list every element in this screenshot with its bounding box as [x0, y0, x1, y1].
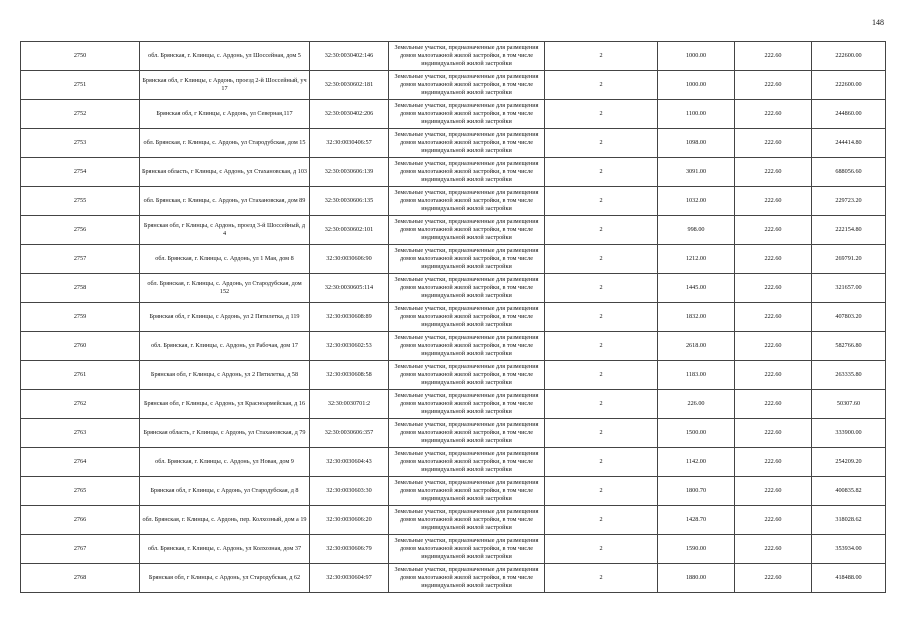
cell-cadastral-value: 407803.20 [812, 303, 886, 332]
cell-row-number: 2752 [21, 100, 140, 129]
cell-row-number: 2768 [21, 564, 140, 593]
cell-row-number: 2756 [21, 216, 140, 245]
cell-rate: 222.60 [735, 71, 812, 100]
cell-rate: 222.60 [735, 303, 812, 332]
cell-area: 1212.00 [658, 245, 735, 274]
cell-area: 226.00 [658, 390, 735, 419]
cell-area: 1032.00 [658, 187, 735, 216]
cell-address: Брянская область, г Клинцы, с Ардонь, ул Стахановская, д 103 [140, 158, 310, 187]
cell-row-number: 2757 [21, 245, 140, 274]
cell-cadastral-number: 32:30:0030606:135 [310, 187, 389, 216]
cell-permitted-use: Земельные участки, предназначенные для размещения домов малоэтажной жилой застройки, в том числе индивидуальной жилой застройки [389, 274, 545, 303]
table-row [21, 448, 886, 477]
cell-row-number: 2760 [21, 332, 140, 361]
cell-permitted-use: Земельные участки, предназначенные для размещения домов малоэтажной жилой застройки, в том числе индивидуальной жилой застройки [389, 477, 545, 506]
cell-rate: 222.60 [735, 158, 812, 187]
cell-category: 2 [545, 100, 658, 129]
cell-cadastral-value: 222154.80 [812, 216, 886, 245]
table-row [21, 419, 886, 448]
cell-address: обл. Брянская, г. Клинцы, с. Ардонь, пер. Колхозный, дом а 19 [140, 506, 310, 535]
table-row [21, 245, 886, 274]
cell-address: Брянская обл, г Клинцы, с Ардонь, ул 2 Пятилетка, д 119 [140, 303, 310, 332]
cell-rate: 222.60 [735, 187, 812, 216]
cell-row-number: 2758 [21, 274, 140, 303]
cell-area: 1428.70 [658, 506, 735, 535]
cell-cadastral-number: 32:30:0030602:181 [310, 71, 389, 100]
cell-row-number: 2766 [21, 506, 140, 535]
cell-cadastral-value: 582766.80 [812, 332, 886, 361]
cell-address: Брянская обл, г Клинцы, с Ардонь, проезд 3-й Шоссейный, д 4 [140, 216, 310, 245]
table-row [21, 477, 886, 506]
cell-area: 1590.00 [658, 535, 735, 564]
cell-category: 2 [545, 535, 658, 564]
cell-category: 2 [545, 564, 658, 593]
cell-area: 998.00 [658, 216, 735, 245]
table-row [21, 129, 886, 158]
cell-cadastral-number: 32:30:0030606:90 [310, 245, 389, 274]
cell-row-number: 2764 [21, 448, 140, 477]
cell-row-number: 2765 [21, 477, 140, 506]
table-row [21, 100, 886, 129]
cell-rate: 222.60 [735, 129, 812, 158]
cell-permitted-use: Земельные участки, предназначенные для размещения домов малоэтажной жилой застройки, в том числе индивидуальной жилой застройки [389, 71, 545, 100]
cell-cadastral-value: 269791.20 [812, 245, 886, 274]
cell-row-number: 2759 [21, 303, 140, 332]
cell-category: 2 [545, 477, 658, 506]
cell-cadastral-number: 32:30:0030608:89 [310, 303, 389, 332]
table-body [21, 42, 886, 593]
cell-cadastral-value: 50307.60 [812, 390, 886, 419]
cell-area: 1880.00 [658, 564, 735, 593]
land-registry-table [20, 41, 886, 593]
cell-address: обл. Брянская, г. Клинцы, с. Ардонь, ул Стахановская, дом 89 [140, 187, 310, 216]
cell-rate: 222.60 [735, 477, 812, 506]
cell-rate: 222.60 [735, 274, 812, 303]
cell-address: Брянская обл, г Клинцы, с Ардонь, ул Красноармейская, д 16 [140, 390, 310, 419]
cell-row-number: 2763 [21, 419, 140, 448]
cell-cadastral-value: 222600.00 [812, 42, 886, 71]
cell-rate: 222.60 [735, 361, 812, 390]
cell-permitted-use: Земельные участки, предназначенные для размещения домов малоэтажной жилой застройки, в том числе индивидуальной жилой застройки [389, 535, 545, 564]
cell-permitted-use: Земельные участки, предназначенные для размещения домов малоэтажной жилой застройки, в том числе индивидуальной жилой застройки [389, 158, 545, 187]
cell-permitted-use: Земельные участки, предназначенные для размещения домов малоэтажной жилой застройки, в том числе индивидуальной жилой застройки [389, 303, 545, 332]
cell-category: 2 [545, 419, 658, 448]
cell-cadastral-number: 32:30:0030603:30 [310, 477, 389, 506]
cell-row-number: 2751 [21, 71, 140, 100]
cell-cadastral-value: 333900.00 [812, 419, 886, 448]
cell-address: Брянская область, г Клинцы, с Ардонь, ул Стахановская, д 79 [140, 419, 310, 448]
cell-category: 2 [545, 274, 658, 303]
cell-category: 2 [545, 332, 658, 361]
cell-category: 2 [545, 158, 658, 187]
cell-address: обл. Брянская, г. Клинцы, с. Ардонь, ул Стародубская, дом 152 [140, 274, 310, 303]
cell-cadastral-number: 32:30:0030402:206 [310, 100, 389, 129]
cell-area: 3091.00 [658, 158, 735, 187]
cell-area: 1832.00 [658, 303, 735, 332]
table-row [21, 71, 886, 100]
cell-address: обл. Брянская, г. Клинцы, с. Ардонь, ул Новая, дом 9 [140, 448, 310, 477]
cell-address: Брянская обл, г Клинцы, с Ардонь, ул Стародубская, д 8 [140, 477, 310, 506]
cell-category: 2 [545, 390, 658, 419]
cell-area: 1800.70 [658, 477, 735, 506]
cell-cadastral-number: 32:30:0030604:43 [310, 448, 389, 477]
cell-row-number: 2761 [21, 361, 140, 390]
cell-row-number: 2767 [21, 535, 140, 564]
page-number: 148 [872, 18, 884, 27]
cell-address: Брянская обл, г Клинцы, с Ардонь, проезд 2-й Шоссейный, уч 17 [140, 71, 310, 100]
table-row [21, 216, 886, 245]
cell-rate: 222.60 [735, 564, 812, 593]
cell-cadastral-number: 32:30:0030605:114 [310, 274, 389, 303]
cell-cadastral-value: 254209.20 [812, 448, 886, 477]
cell-address: Брянская обл, г Клинцы, с Ардонь, ул 2 Пятилетка, д 58 [140, 361, 310, 390]
cell-cadastral-value: 353934.00 [812, 535, 886, 564]
cell-category: 2 [545, 303, 658, 332]
cell-area: 1098.00 [658, 129, 735, 158]
cell-area: 1445.00 [658, 274, 735, 303]
cell-category: 2 [545, 216, 658, 245]
cell-row-number: 2750 [21, 42, 140, 71]
cell-cadastral-value: 321657.00 [812, 274, 886, 303]
cell-area: 1000.00 [658, 71, 735, 100]
cell-address: обл. Брянская, г. Клинцы, с. Ардонь, ул 1 Мая, дом 8 [140, 245, 310, 274]
cell-rate: 222.60 [735, 100, 812, 129]
cell-rate: 222.60 [735, 42, 812, 71]
cell-address: Брянская обл, г Клинцы, с Ардонь, ул Северная,117 [140, 100, 310, 129]
cell-address: Брянская обл, г Клинцы, с Ардонь, ул Стародубская, д 62 [140, 564, 310, 593]
cell-cadastral-number: 32:30:0030606:139 [310, 158, 389, 187]
cell-address: обл. Брянская, г. Клинцы, с. Ардонь, ул Шоссейная, дом 5 [140, 42, 310, 71]
cell-area: 1500.00 [658, 419, 735, 448]
cell-address: обл. Брянская, г. Клинцы, с. Ардонь, ул Рабочая, дом 17 [140, 332, 310, 361]
cell-area: 1183.00 [658, 361, 735, 390]
cell-cadastral-number: 32:30:0030606:79 [310, 535, 389, 564]
cell-cadastral-number: 32:30:0030701:2 [310, 390, 389, 419]
cell-permitted-use: Земельные участки, предназначенные для размещения домов малоэтажной жилой застройки, в том числе индивидуальной жилой застройки [389, 390, 545, 419]
cell-permitted-use: Земельные участки, предназначенные для размещения домов малоэтажной жилой застройки, в том числе индивидуальной жилой застройки [389, 332, 545, 361]
cell-area: 2618.00 [658, 332, 735, 361]
cell-permitted-use: Земельные участки, предназначенные для размещения домов малоэтажной жилой застройки, в том числе индивидуальной жилой застройки [389, 506, 545, 535]
cell-category: 2 [545, 187, 658, 216]
cell-category: 2 [545, 129, 658, 158]
cell-rate: 222.60 [735, 390, 812, 419]
cell-rate: 222.60 [735, 506, 812, 535]
cell-cadastral-value: 244860.00 [812, 100, 886, 129]
cell-cadastral-value: 229723.20 [812, 187, 886, 216]
cell-address: обл. Брянская, г. Клинцы, с. Ардонь, ул Стародубская, дом 15 [140, 129, 310, 158]
cell-cadastral-number: 32:30:0030606:357 [310, 419, 389, 448]
cell-category: 2 [545, 245, 658, 274]
table-row [21, 506, 886, 535]
cell-category: 2 [545, 506, 658, 535]
cell-rate: 222.60 [735, 216, 812, 245]
cell-rate: 222.60 [735, 332, 812, 361]
cell-rate: 222.60 [735, 419, 812, 448]
cell-permitted-use: Земельные участки, предназначенные для размещения домов малоэтажной жилой застройки, в том числе индивидуальной жилой застройки [389, 129, 545, 158]
table-row [21, 42, 886, 71]
cell-cadastral-number: 32:30:0030604:97 [310, 564, 389, 593]
cell-cadastral-number: 32:30:0030602:101 [310, 216, 389, 245]
cell-row-number: 2762 [21, 390, 140, 419]
cell-cadastral-number: 32:30:0030406:57 [310, 129, 389, 158]
cell-rate: 222.60 [735, 245, 812, 274]
table-row [21, 274, 886, 303]
cell-permitted-use: Земельные участки, предназначенные для размещения домов малоэтажной жилой застройки, в том числе индивидуальной жилой застройки [389, 42, 545, 71]
cell-category: 2 [545, 42, 658, 71]
cell-permitted-use: Земельные участки, предназначенные для размещения домов малоэтажной жилой застройки, в том числе индивидуальной жилой застройки [389, 448, 545, 477]
cell-cadastral-number: 32:30:0030608:58 [310, 361, 389, 390]
cell-category: 2 [545, 448, 658, 477]
table-row [21, 390, 886, 419]
cell-category: 2 [545, 71, 658, 100]
cell-row-number: 2753 [21, 129, 140, 158]
cell-area: 1100.00 [658, 100, 735, 129]
cell-cadastral-value: 318028.62 [812, 506, 886, 535]
cell-permitted-use: Земельные участки, предназначенные для размещения домов малоэтажной жилой застройки, в том числе индивидуальной жилой застройки [389, 187, 545, 216]
cell-cadastral-value: 222600.00 [812, 71, 886, 100]
cell-area: 1142.00 [658, 448, 735, 477]
cell-permitted-use: Земельные участки, предназначенные для размещения домов малоэтажной жилой застройки, в том числе индивидуальной жилой застройки [389, 245, 545, 274]
cell-cadastral-value: 263335.80 [812, 361, 886, 390]
cell-permitted-use: Земельные участки, предназначенные для размещения домов малоэтажной жилой застройки, в том числе индивидуальной жилой застройки [389, 419, 545, 448]
cell-row-number: 2754 [21, 158, 140, 187]
cell-permitted-use: Земельные участки, предназначенные для размещения домов малоэтажной жилой застройки, в том числе индивидуальной жилой застройки [389, 564, 545, 593]
cell-category: 2 [545, 361, 658, 390]
table-row [21, 564, 886, 593]
table-row [21, 187, 886, 216]
cell-area: 1000.00 [658, 42, 735, 71]
table-row [21, 303, 886, 332]
cell-cadastral-value: 688056.60 [812, 158, 886, 187]
cell-rate: 222.60 [735, 448, 812, 477]
cell-permitted-use: Земельные участки, предназначенные для размещения домов малоэтажной жилой застройки, в том числе индивидуальной жилой застройки [389, 361, 545, 390]
cell-address: обл. Брянская, г. Клинцы, с. Ардонь, ул Колхозная, дом 37 [140, 535, 310, 564]
cell-rate: 222.60 [735, 535, 812, 564]
table-row [21, 332, 886, 361]
cell-cadastral-value: 244414.80 [812, 129, 886, 158]
cell-cadastral-number: 32:30:0030402:146 [310, 42, 389, 71]
cell-cadastral-value: 418488.00 [812, 564, 886, 593]
table-row [21, 535, 886, 564]
cell-cadastral-number: 32:30:0030606:20 [310, 506, 389, 535]
cell-cadastral-number: 32:30:0030602:53 [310, 332, 389, 361]
cell-row-number: 2755 [21, 187, 140, 216]
cell-permitted-use: Земельные участки, предназначенные для размещения домов малоэтажной жилой застройки, в том числе индивидуальной жилой застройки [389, 100, 545, 129]
cell-cadastral-value: 400835.82 [812, 477, 886, 506]
cell-permitted-use: Земельные участки, предназначенные для размещения домов малоэтажной жилой застройки, в том числе индивидуальной жилой застройки [389, 216, 545, 245]
table-row [21, 158, 886, 187]
table-row [21, 361, 886, 390]
